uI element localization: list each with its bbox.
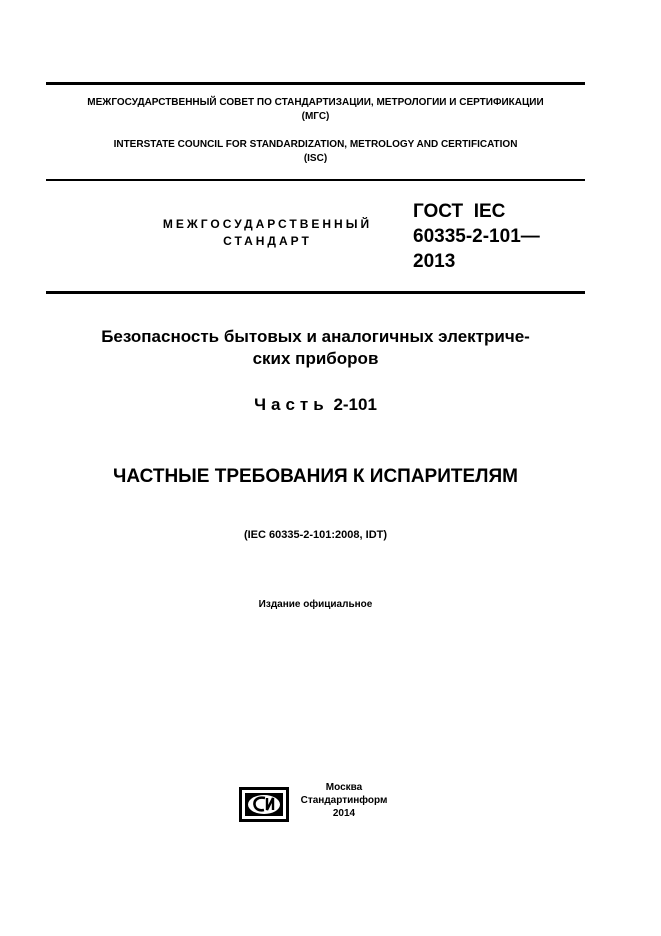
top-rule (46, 82, 585, 85)
part-word: Часть (254, 395, 329, 414)
standartinform-logo-icon (238, 784, 290, 824)
imprint (294, 781, 394, 820)
document-title (46, 326, 585, 370)
council-ru-line: МЕЖГОСУДАРСТВЕННЫЙ СОВЕТ ПО СТАНДАРТИЗАЦИИ, МЕТРОЛОГИИ И СЕРТИФИКАЦИИ (87, 97, 544, 108)
standard-label-line1: МЕЖГОСУДАРСТВЕННЫЙ (162, 217, 373, 231)
standard-number-line2: 60335-2-101— (413, 226, 540, 247)
imprint-city: Москва (325, 782, 363, 793)
part-heading (46, 394, 585, 416)
imprint-publisher: Стандартинформ (300, 795, 388, 806)
standard-number-line1: ГОСТ IEC (413, 201, 506, 222)
document-subtitle: ЧАСТНЫЕ ТРЕБОВАНИЯ К ИСПАРИТЕЛЯМ (113, 466, 518, 487)
standard-number-line3: 2013 (413, 251, 456, 272)
standard-number (413, 199, 585, 274)
standard-label-line2: СТАНДАРТ (223, 234, 312, 248)
document-title-line2: ских приборов (252, 349, 379, 368)
part-number: 2-101 (333, 395, 377, 414)
edition-note: Издание официальное (258, 599, 373, 610)
iec-reference: (IEC 60335-2-101:2008, IDT) (243, 529, 388, 541)
council-en-name (46, 138, 585, 166)
council-en-line: INTERSTATE COUNCIL FOR STANDARDIZATION, METROLOGY AND CERTIFICATION (113, 139, 518, 150)
council-en-abbr: (ISC) (303, 153, 328, 164)
imprint-year: 2014 (332, 808, 356, 819)
standard-label (150, 216, 385, 250)
bottom-rule (46, 291, 585, 294)
council-ru-abbr: (МГС) (301, 111, 330, 122)
middle-rule (46, 179, 585, 181)
council-ru-name (46, 96, 585, 124)
document-title-line1: Безопасность бытовых и аналогичных электриче- (101, 327, 530, 346)
